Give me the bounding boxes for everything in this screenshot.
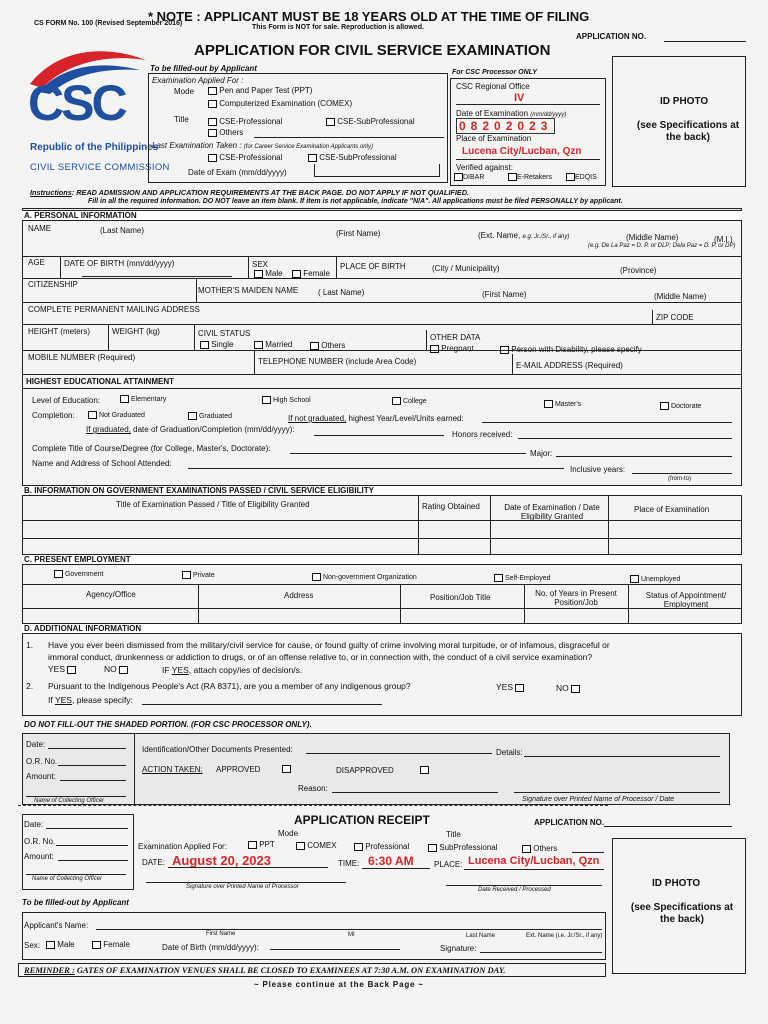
first-name-label: (First Name)	[336, 229, 381, 238]
dob-label: DATE OF BIRTH (mm/dd/yyyy)	[64, 259, 175, 268]
checkbox[interactable]	[46, 941, 55, 949]
q1-no[interactable]: NO	[104, 664, 128, 674]
title-subpro-option[interactable]	[326, 117, 415, 126]
mode-comex-option[interactable]	[208, 99, 352, 108]
address-label: COMPLETE PERMANENT MAILING ADDRESS	[28, 305, 200, 314]
checkbox[interactable]	[262, 396, 271, 404]
from-to-label: (from-to)	[668, 476, 691, 482]
ar-first-label: First Name	[206, 931, 236, 937]
self-employed-option[interactable]: Self-Employed	[494, 574, 550, 582]
weight-label: WEIGHT (kg)	[112, 327, 160, 336]
rc-time-label: TIME:	[338, 859, 360, 868]
rc-mode-label: Mode	[278, 829, 299, 838]
checkbox[interactable]	[120, 395, 129, 403]
name-label: NAME	[28, 224, 52, 233]
place-of-birth-label: PLACE OF BIRTH	[340, 262, 406, 271]
ar-name-label: Applicant's Name:	[24, 921, 89, 930]
private-option[interactable]: Private	[182, 571, 215, 579]
place-exam-label: Place of Examination	[456, 134, 532, 143]
sex-label: SEX	[252, 260, 269, 269]
ar-last-label: Last Name	[466, 933, 496, 939]
rc-professional-option[interactable]: Professional	[354, 842, 409, 851]
province-label: (Province)	[620, 266, 657, 275]
rc-place-label: PLACE:	[434, 860, 463, 869]
place-exam-col: Place of Examination	[634, 505, 710, 514]
section-c-title: C. PRESENT EMPLOYMENT	[22, 554, 742, 565]
checkbox[interactable]	[200, 341, 209, 349]
checkbox[interactable]	[308, 154, 317, 162]
male-option[interactable]: Male	[254, 269, 283, 278]
checkbox[interactable]	[660, 402, 669, 410]
email-label: E-MAIL ADDRESS (Required)	[516, 361, 623, 370]
last-exam-label: Last Examination Taken : (for Career Service Examination Applicants only)	[152, 141, 373, 150]
section-b-title: B. INFORMATION ON GOVERNMENT EXAMINATIONS PASSED / CIVIL SERVICE ELIGIBILITY	[22, 485, 742, 496]
pa-date-label: Date:	[26, 740, 46, 749]
mi-example: (e.g. De La Paz = D. P. or DLP; Dela Paz = D. P. or DP)	[588, 243, 736, 249]
checkbox[interactable]	[454, 173, 463, 181]
graduated-option[interactable]: Graduated	[188, 412, 232, 420]
checkbox[interactable]	[254, 341, 263, 349]
rc-others-option[interactable]: Others	[522, 844, 557, 853]
age-note: * NOTE : APPLICANT MUST BE 18 YEARS OLD AT THE TIME OF FILING	[148, 9, 590, 24]
to-be-filled-heading: To be filled-out by Applicant	[150, 64, 257, 73]
application-no-label: APPLICATION NO.	[576, 32, 647, 41]
ar-dob-field[interactable]	[270, 940, 400, 950]
date-of-exam-processor-label: Date of Examination (mm/dd/yyyy)	[456, 109, 567, 118]
q1-if-yes: IF YES, attach copy/ies of decision/s.	[162, 665, 303, 675]
college-option[interactable]: College	[392, 397, 427, 405]
zip-label: ZIP CODE	[656, 313, 694, 322]
section-a-title: A. PERSONAL INFORMATION	[22, 210, 742, 221]
mode-ppt-option[interactable]	[208, 86, 312, 95]
checkbox[interactable]	[630, 575, 639, 583]
if-not-graduated-label: If not graduated, highest Year/Level/Units earned:	[288, 414, 464, 423]
rc-date-value: August 20, 2023	[172, 853, 271, 868]
title-subpro-label: CSE-SubProfessional	[337, 117, 415, 126]
csc-letters: CSC	[28, 75, 125, 131]
telephone-label: TELEPHONE NUMBER (include Area Code)	[258, 357, 417, 366]
checkbox[interactable]	[296, 842, 305, 850]
q2-if-yes: If YES, please specify:	[48, 695, 133, 705]
ar-sex-label: Sex:	[24, 941, 41, 950]
place-exam-value: Lucena City/Lucban, Qzn	[462, 146, 582, 157]
rc-subprofessional-option[interactable]: SubProfessional	[428, 843, 498, 852]
other-data-label: OTHER DATA	[430, 333, 481, 342]
cut-line	[18, 805, 608, 806]
checkbox[interactable]	[428, 844, 437, 852]
q1-text-a: Have you ever been dismissed from the military/civil service for cause, or found guilty of crime involving moral turpitude, or of infamous, disgraceful or	[48, 640, 610, 650]
id-photo-title-bottom: ID PHOTO	[652, 878, 701, 889]
ar-mi-label: MI	[348, 932, 355, 938]
maiden-middle-label: (Middle Name)	[654, 292, 707, 301]
rc-place-value: Lucena City/Lucban, Qzn	[468, 855, 600, 867]
ngo-option[interactable]: Non-government Organization	[312, 573, 417, 581]
elementary-option[interactable]: Elementary	[120, 395, 166, 403]
mobile-label: MOBILE NUMBER (Required)	[28, 353, 136, 362]
checkbox[interactable]	[508, 173, 517, 181]
others-status-option[interactable]: Others	[310, 341, 345, 350]
id-docs-label: Identification/Other Documents Presented:	[142, 745, 293, 754]
checkbox[interactable]	[208, 129, 217, 137]
government-option[interactable]: Government	[54, 570, 103, 578]
checkbox[interactable]	[515, 684, 524, 692]
checkbox[interactable]	[430, 345, 439, 353]
pa-amount-label: Amount:	[26, 772, 56, 781]
q2-text: Pursuant to the Indigenous People's Act (RA 8371), are you a member of any indigenous group?	[48, 681, 411, 691]
agency-col: Agency/Office	[86, 590, 136, 599]
city-label: (City / Municipality)	[432, 264, 500, 273]
approved-label: APPROVED	[216, 765, 261, 774]
title-others-label: Others	[219, 128, 244, 137]
doctorate-option[interactable]: Doctorate	[660, 402, 701, 410]
unemployed-option[interactable]: Unemployed	[630, 575, 680, 583]
form-disclaimer: This Form is NOT for sale. Reproduction is allowed.	[252, 24, 424, 31]
checkbox[interactable]	[292, 270, 301, 278]
q1-text-b: immoral conduct, drunkenness or addiction to drugs, or of an offense relative to, or in connection with, the conduct of a civil service examination?	[48, 652, 593, 662]
title-pro-label: CSE-Professional	[219, 117, 283, 126]
receipt-app-no: APPLICATION NO.	[534, 818, 605, 827]
regional-office-label: CSC Regional Office	[456, 82, 530, 91]
course-label: Complete Title of Course/Degree (for College, Master's, Doctorate):	[32, 444, 271, 453]
completion-label: Completion:	[32, 411, 75, 420]
verified-label: Verified against:	[456, 163, 513, 172]
pa-or-label: O.R. No.	[26, 757, 58, 766]
q1-number: 1.	[26, 640, 34, 650]
q2-number: 2.	[26, 681, 34, 691]
ar-female-option[interactable]: Female	[92, 940, 130, 949]
rc-time-value: 6:30 AM	[368, 854, 414, 868]
processor-signature-label: Signature over Printed Name of Processor / Date	[522, 796, 675, 803]
checkbox[interactable]	[88, 411, 97, 419]
checkbox[interactable]	[208, 118, 217, 126]
form-title: APPLICATION FOR CIVIL SERVICE EXAMINATION	[194, 42, 551, 59]
checkbox[interactable]	[310, 342, 319, 350]
title-label: Title	[174, 115, 189, 124]
address-col: Address	[284, 591, 314, 600]
honors-label: Honors received:	[452, 430, 513, 439]
rc-title-label: Title	[446, 830, 461, 839]
maiden-first-label: (First Name)	[482, 290, 527, 299]
exam-applied-label: Examination Applied For :	[152, 76, 244, 85]
checkbox[interactable]	[354, 843, 363, 851]
pregnant-option[interactable]: Pregnant	[430, 344, 474, 353]
id-photo-title: ID PHOTO	[660, 96, 709, 107]
title-others-option[interactable]	[208, 128, 243, 137]
rc-sig-processor-label: Signature over Printed Name of Processor	[186, 884, 299, 890]
checkbox[interactable]	[208, 87, 217, 95]
pwd-option[interactable]: Person with Disability, please specify	[500, 345, 642, 354]
checkbox[interactable]	[92, 941, 101, 949]
disapproved-checkbox[interactable]	[420, 766, 429, 774]
last-subpro-label: CSE-SubProfessional	[319, 153, 397, 162]
q2-yes[interactable]: YES	[496, 682, 524, 692]
ar-signature-label: Signature:	[440, 944, 477, 953]
checkbox[interactable]	[67, 666, 76, 674]
rc-collecting-label: Name of Collecting Officer	[32, 876, 103, 882]
pa-collecting-label: Name of Collecting Officer	[34, 798, 105, 804]
regional-office-value: IV	[514, 92, 525, 104]
rc-exam-for-label: Examination Applied For:	[138, 842, 227, 851]
rc-amount-label: Amount:	[24, 852, 54, 861]
title-pro-option[interactable]	[208, 117, 282, 126]
checkbox[interactable]	[392, 397, 401, 405]
checkbox[interactable]	[119, 666, 128, 674]
mode-comex-label: Computerized Examination (COMEX)	[219, 99, 353, 108]
reason-label: Reason:	[298, 784, 328, 793]
date-of-exam-field[interactable]	[314, 164, 440, 177]
checkbox[interactable]	[494, 574, 503, 582]
highschool-option[interactable]: High School	[262, 396, 311, 404]
ar-heading: To be filled-out by Applicant	[22, 898, 129, 907]
school-label: Name and Address of School Attended:	[32, 459, 172, 468]
processor-heading: For CSC Processor ONLY	[452, 69, 538, 76]
exam-date-col: Date of Examination / Date Eligibility Granted	[504, 503, 600, 521]
checkbox[interactable]	[248, 841, 257, 849]
rc-date-received-label: Date Received / Processed	[478, 887, 551, 893]
rating-col: Rating Obtained	[422, 502, 480, 511]
maiden-name-label: MOTHER'S MAIDEN NAME	[198, 286, 299, 295]
single-option[interactable]: Single	[200, 340, 233, 349]
receipt-title: APPLICATION RECEIPT	[294, 813, 430, 827]
ar-ext-label: Ext. Name (i.e. Jr./Sr., if any)	[526, 933, 603, 939]
years-col: No. of Years in Present Position/Job	[535, 589, 617, 607]
checkbox[interactable]	[254, 270, 263, 278]
checkbox[interactable]	[208, 100, 217, 108]
not-graduated-option[interactable]: Not Graduated	[88, 411, 145, 419]
checkbox[interactable]	[566, 173, 575, 181]
processor-area-heading: DO NOT FILL-OUT THE SHADED PORTION. (FOR CSC PROCESSOR ONLY).	[24, 720, 312, 729]
ar-dob-label: Date of Birth (mm/dd/yyyy):	[162, 943, 259, 952]
ext-name-label: (Ext. Name, e.g. Jr./Sr., if any)	[478, 231, 570, 240]
education-title: HIGHEST EDUCATIONAL ATTAINMENT	[26, 377, 174, 386]
date-of-exam-label: Date of Exam (mm/dd/yyyy)	[188, 168, 287, 177]
logo-line1: Republic of the Philippines	[30, 142, 159, 153]
female-option[interactable]: Female	[292, 269, 330, 278]
instructions-line2: Fill in all the required information. DO NOT leave an item blank. If item is not applicable, indicate "N/A". All applications must be filed PERSONALLY by applicant.	[88, 198, 623, 205]
checkbox[interactable]	[188, 412, 197, 420]
rc-comex-option[interactable]: COMEX	[296, 841, 337, 850]
checkbox[interactable]	[326, 118, 335, 126]
level-label: Level of Education:	[32, 396, 101, 405]
instructions: Instructions: READ ADMISSION AND APPLICATION REQUIREMENTS AT THE BACK PAGE. DO NOT APPLY IF NOT QUALIFIED.	[30, 188, 470, 197]
height-label: HEIGHT (meters)	[28, 327, 91, 336]
rc-date-field-label: DATE:	[142, 858, 165, 867]
checkbox[interactable]	[571, 685, 580, 693]
inclusive-years-label: Inclusive years:	[570, 465, 626, 474]
q2-no[interactable]: NO	[556, 683, 580, 693]
exam-date-value: 08202023	[456, 118, 555, 134]
if-graduated-label: If graduated, date of Graduation/Completion (mm/dd/yyyy):	[86, 425, 295, 434]
checkbox[interactable]	[544, 400, 553, 408]
dob-field[interactable]	[82, 268, 232, 277]
citizenship-label: CITIZENSHIP	[28, 280, 78, 289]
id-photo-spec-bottom: (see Specifications at the back)	[630, 902, 734, 925]
position-col: Position/Job Title	[430, 593, 491, 602]
mode-ppt-label: Pen and Paper Test (PPT)	[219, 86, 313, 95]
section-d-title: D. ADDITIONAL INFORMATION	[22, 623, 742, 634]
disapproved-label: DISAPPROVED	[336, 766, 394, 775]
major-label: Major:	[530, 449, 553, 458]
logo-line2: CIVIL SERVICE COMMISSION	[30, 162, 170, 173]
checkbox[interactable]	[312, 573, 321, 581]
reminder: REMINDER : GATES OF EXAMINATION VENUES SHALL BE CLOSED TO EXAMINEES AT 7:30 A.M. ON EXAMINATION DAY.	[24, 965, 506, 975]
masters-option[interactable]: Master's	[544, 400, 581, 408]
mi-label: (M.I.)	[714, 235, 733, 244]
dibar-option[interactable]: DIBAR	[454, 173, 484, 181]
form-number: CS FORM No. 100 (Revised September 2016)	[34, 20, 183, 27]
checkbox[interactable]	[522, 845, 531, 853]
last-pro-option[interactable]	[208, 153, 282, 162]
checkbox[interactable]	[182, 571, 191, 579]
last-name-label: (Last Name)	[100, 226, 145, 235]
rc-date-label: Date:	[24, 820, 44, 829]
married-option[interactable]: Married	[254, 340, 292, 349]
approved-checkbox[interactable]	[282, 765, 291, 773]
checkbox[interactable]	[54, 570, 63, 578]
last-subpro-option[interactable]	[308, 153, 397, 162]
details-label: Details:	[496, 748, 523, 757]
action-taken-label: ACTION TAKEN:	[142, 765, 203, 774]
rc-or-label: O.R. No.	[24, 837, 56, 846]
checkbox[interactable]	[208, 154, 217, 162]
csc-logo	[28, 44, 170, 184]
last-pro-label: CSE-Professional	[219, 153, 283, 162]
continue-note: ~ Please continue at the Back Page ~	[254, 980, 424, 989]
age-label: AGE	[28, 258, 45, 267]
ar-male-option[interactable]: Male	[46, 940, 75, 949]
exam-title-col: Title of Examination Passed / Title of Eligibility Granted	[116, 500, 310, 509]
status-col: Status of Appointment/ Employment	[645, 591, 727, 609]
eretakers-option[interactable]: E-Retakers	[508, 173, 552, 181]
middle-name-label: (Middle Name)	[626, 233, 679, 242]
id-photo-spec: (see Specifications at the back)	[636, 120, 740, 143]
edqis-option[interactable]: EDQIS	[566, 173, 597, 181]
rc-ppt-option[interactable]: PPT	[248, 840, 275, 849]
civil-status-label: CIVIL STATUS	[198, 329, 251, 338]
maiden-last-label: ( Last Name)	[318, 288, 365, 297]
q1-yes[interactable]: YES	[48, 664, 76, 674]
mode-label: Mode	[174, 87, 195, 96]
